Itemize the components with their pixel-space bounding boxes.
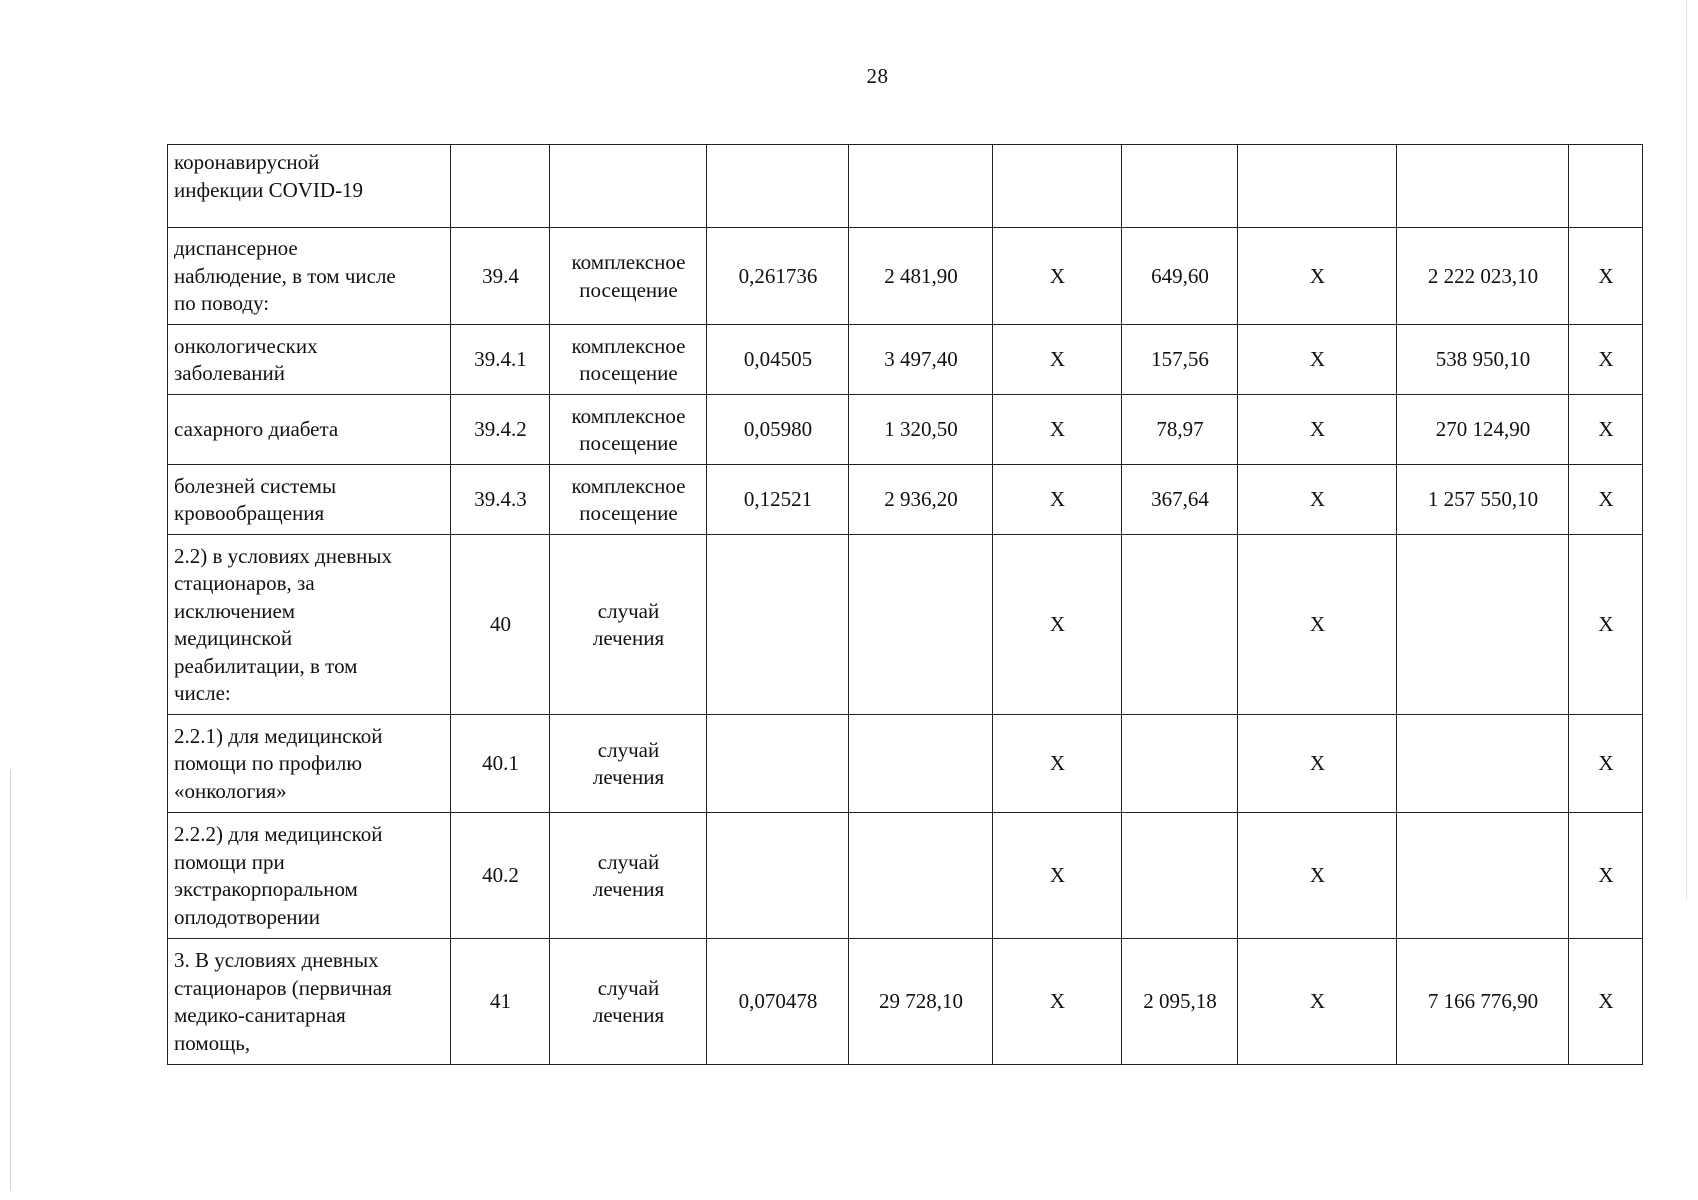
cell-per-capita: 2 095,18 [1122, 939, 1238, 1065]
cell-code: 40.1 [451, 715, 550, 813]
cell-cost: 2 481,90 [849, 228, 993, 325]
cell-per-capita [1122, 715, 1238, 813]
cell-x2: X [1238, 228, 1397, 325]
cell-x2: X [1238, 325, 1397, 395]
cell-total: 1 257 550,10 [1397, 465, 1569, 535]
cell-x3: X [1569, 325, 1643, 395]
cell-x2: X [1238, 715, 1397, 813]
cell-name: онкологических заболеваний [168, 325, 451, 395]
cell-unit: случай лечения [550, 715, 707, 813]
cell-unit: случай лечения [550, 535, 707, 715]
cell-total [1397, 145, 1569, 228]
cell-x3: X [1569, 939, 1643, 1065]
cell-unit: комплексное посещение [550, 465, 707, 535]
page-number: 28 [866, 64, 889, 88]
table-row [168, 228, 1643, 325]
cell-code: 39.4 [451, 228, 550, 325]
cell-unit [550, 145, 707, 228]
cell-cost: 1 320,50 [849, 395, 993, 465]
cell-norm: 0,12521 [707, 465, 849, 535]
cell-total: 7 166 776,90 [1397, 939, 1569, 1065]
cell-total [1397, 535, 1569, 715]
cell-norm: 0,04505 [707, 325, 849, 395]
cell-total [1397, 715, 1569, 813]
cell-x1: X [993, 228, 1122, 325]
table-row [168, 715, 1643, 813]
cell-code: 39.4.2 [451, 395, 550, 465]
cell-x2: X [1238, 813, 1397, 939]
cell-cost [849, 813, 993, 939]
cell-code: 40.2 [451, 813, 550, 939]
cell-x3: X [1569, 465, 1643, 535]
cell-x3 [1569, 145, 1643, 228]
cell-name: 2.2.1) для медицинской помощи по профилю «онкология» [168, 715, 451, 813]
cell-x2 [1238, 145, 1397, 228]
cell-x2: X [1238, 395, 1397, 465]
cell-x1: X [993, 535, 1122, 715]
cell-code: 39.4.3 [451, 465, 550, 535]
cell-per-capita: 157,56 [1122, 325, 1238, 395]
cell-name: 3. В условиях дневных стационаров (первичная медико-санитарная помощь, [168, 939, 451, 1065]
cell-x2: X [1238, 535, 1397, 715]
cell-x1 [993, 145, 1122, 228]
cell-total: 538 950,10 [1397, 325, 1569, 395]
cell-x1: X [993, 325, 1122, 395]
cell-total: 2 222 023,10 [1397, 228, 1569, 325]
cell-norm: 0,261736 [707, 228, 849, 325]
table-row [168, 465, 1643, 535]
cell-norm [707, 145, 849, 228]
cell-total [1397, 813, 1569, 939]
cell-unit: комплексное посещение [550, 325, 707, 395]
table-row [168, 395, 1643, 465]
scan-edge-left [10, 770, 11, 1190]
cell-x1: X [993, 395, 1122, 465]
cell-x2: X [1238, 939, 1397, 1065]
cell-per-capita: 78,97 [1122, 395, 1238, 465]
cell-norm: 0,05980 [707, 395, 849, 465]
cell-x1: X [993, 813, 1122, 939]
cell-name: 2.2.2) для медицинской помощи при экстракорпоральном оплодотворении [168, 813, 451, 939]
cell-norm [707, 715, 849, 813]
cell-code [451, 145, 550, 228]
cell-x1: X [993, 465, 1122, 535]
cell-total: 270 124,90 [1397, 395, 1569, 465]
cell-unit: комплексное посещение [550, 228, 707, 325]
scan-edge-right [1686, 0, 1687, 900]
cell-unit: комплексное посещение [550, 395, 707, 465]
cell-code: 41 [451, 939, 550, 1065]
cell-per-capita: 367,64 [1122, 465, 1238, 535]
cell-per-capita [1122, 535, 1238, 715]
cell-x3: X [1569, 535, 1643, 715]
cell-cost: 29 728,10 [849, 939, 993, 1065]
cell-norm: 0,070478 [707, 939, 849, 1065]
cell-name: 2.2) в условиях дневных стационаров, за исключением медицинской реабилитации, в том числе: [168, 535, 451, 715]
table-row [168, 145, 1643, 228]
cell-cost [849, 715, 993, 813]
cell-per-capita [1122, 813, 1238, 939]
cell-x2: X [1238, 465, 1397, 535]
data-table [167, 144, 1643, 1065]
cell-name: коронавирусной инфекции COVID-19 [168, 145, 451, 228]
cell-x3: X [1569, 715, 1643, 813]
cell-cost: 3 497,40 [849, 325, 993, 395]
cell-code: 40 [451, 535, 550, 715]
table-row [168, 939, 1643, 1065]
cell-x1: X [993, 715, 1122, 813]
cell-x3: X [1569, 813, 1643, 939]
cell-x3: X [1569, 228, 1643, 325]
cell-norm [707, 535, 849, 715]
cell-norm [707, 813, 849, 939]
table-row [168, 813, 1643, 939]
cell-cost [849, 535, 993, 715]
cell-x1: X [993, 939, 1122, 1065]
cell-name: диспансерное наблюдение, в том числе по поводу: [168, 228, 451, 325]
cell-x3: X [1569, 395, 1643, 465]
table-row [168, 325, 1643, 395]
cell-per-capita: 649,60 [1122, 228, 1238, 325]
table-row [168, 535, 1643, 715]
cell-cost: 2 936,20 [849, 465, 993, 535]
cell-per-capita [1122, 145, 1238, 228]
cell-unit: случай лечения [550, 939, 707, 1065]
cell-code: 39.4.1 [451, 325, 550, 395]
cell-name: сахарного диабета [168, 395, 451, 465]
cell-cost [849, 145, 993, 228]
cell-unit: случай лечения [550, 813, 707, 939]
cell-name: болезней системы кровообращения [168, 465, 451, 535]
